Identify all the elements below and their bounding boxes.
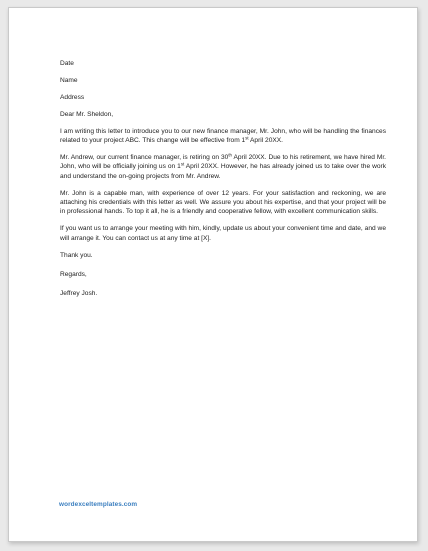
paragraph-introduction-text-end: April 20XX. xyxy=(248,137,284,145)
paragraph-retirement-text-1: Mr. Andrew, our current finance manager, is retiring on 30 xyxy=(60,154,229,162)
closing-regards: Regards, xyxy=(60,271,87,279)
website-link[interactable]: wordexceltemplates.com xyxy=(59,501,138,508)
paragraph-retirement-text-2: April 20XX. Due to his retirement, we have hired Mr. John, who will be officially joining us on 1 xyxy=(60,154,386,171)
paragraph-introduction xyxy=(60,127,386,145)
recipient-address-line: Address xyxy=(60,94,85,102)
paragraph-meeting: If you want us to arrange your meeting with him, kindly, update us about your convenient time and date, and we will arrange it. You can contact us at any time at [X]. xyxy=(60,225,386,242)
paragraph-retirement xyxy=(60,153,386,181)
document-page xyxy=(8,7,418,542)
paragraph-retirement-text-3: April 20XX. However, he has already joined us to take over the work and understand the on-going projects from Mr. Andrew. xyxy=(60,163,387,180)
recipient-name-line: Name xyxy=(60,77,78,85)
paragraph-introduction-text: I am writing this letter to introduce you to our new finance manager, Mr. John, who will be handling the finances related to your project ABC. This change will be effective from 1 xyxy=(60,127,386,145)
ordinal-suffix: th xyxy=(228,152,232,158)
ordinal-suffix: st xyxy=(180,161,185,167)
signature-name: Jeffrey Josh. xyxy=(60,290,98,298)
paragraph-credentials: Mr. John is a capable man, with experience of over 12 years. For your satisfaction and reckoning, we are attaching his credentials with this letter as well. We assure you about his expertise, and that your project will be in professional hands. To top it all, he is a friendly and cooperative fellow, with excellent communication skills. xyxy=(60,189,386,216)
salutation: Dear Mr. Sheldon, xyxy=(60,110,114,118)
closing-thanks: Thank you. xyxy=(60,251,93,259)
date-line: Date xyxy=(60,60,74,67)
letter-body xyxy=(60,59,386,298)
ordinal-suffix: st xyxy=(245,135,249,141)
